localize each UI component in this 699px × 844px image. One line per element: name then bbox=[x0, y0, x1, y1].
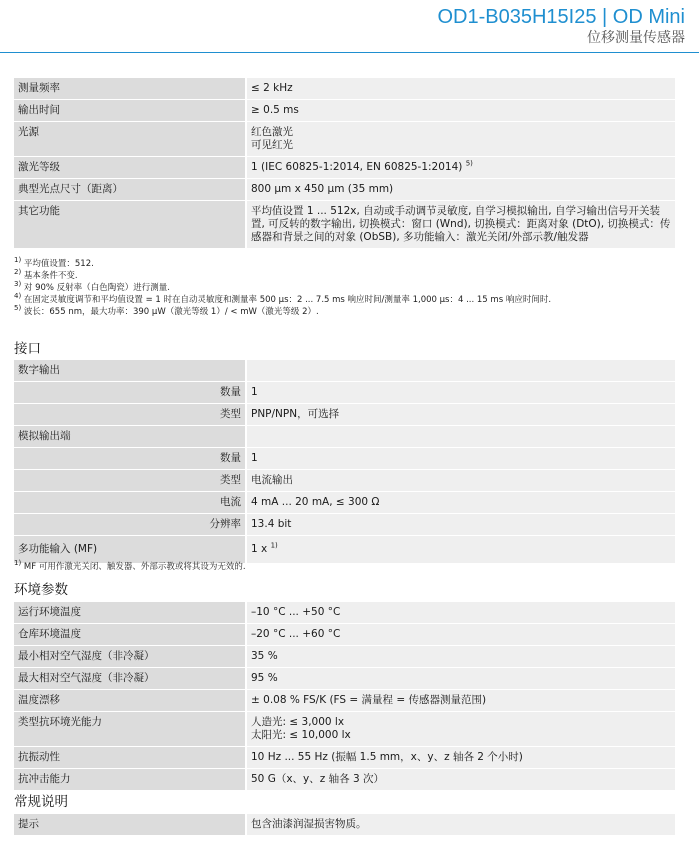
table-row bbox=[14, 646, 675, 668]
spec-table-environment bbox=[14, 602, 675, 790]
footnote bbox=[14, 270, 675, 282]
spec-key: 提示 bbox=[14, 814, 246, 835]
footnote-text: 波长：655 nm，最大功率：390 μW（激光等级 1）/ < mW（激光等级 2）. bbox=[23, 307, 319, 317]
spec-value bbox=[246, 122, 675, 157]
spec-key: 数字输出 bbox=[14, 360, 246, 382]
spec-value: ≥ 0.5 ms bbox=[246, 100, 675, 122]
footnote bbox=[14, 561, 675, 573]
spec-subkey: 数量 bbox=[14, 382, 246, 404]
footnote bbox=[14, 306, 675, 318]
spec-key: 测量频率 bbox=[14, 78, 246, 100]
spec-value-line: 红色激光 bbox=[251, 126, 293, 138]
spec-value: 包含油漆润湿损害物质。 bbox=[246, 814, 675, 835]
table-row bbox=[14, 514, 675, 536]
footnote-text: MF 可用作激光关闭、触发器、外部示教或将其设为无效的. bbox=[23, 562, 246, 572]
table-row bbox=[14, 470, 675, 492]
spec-subkey: 类型 bbox=[14, 470, 246, 492]
spec-key: 运行环境温度 bbox=[14, 602, 246, 624]
table-row bbox=[14, 624, 675, 646]
table-row bbox=[14, 690, 675, 712]
footnote-number: 5) bbox=[14, 304, 22, 313]
footnote-text: 对 90% 反射率（白色陶瓷）进行测量. bbox=[23, 283, 170, 293]
table-row bbox=[14, 747, 675, 769]
spec-subkey: 分辨率 bbox=[14, 514, 246, 536]
spec-key: 激光等级 bbox=[14, 157, 246, 179]
table-row bbox=[14, 157, 675, 179]
spec-key: 其它功能 bbox=[14, 201, 246, 249]
footnotes bbox=[14, 258, 675, 318]
footnote-text: 在固定灵敏度调节和平均值设置 = 1 时在自动灵敏度和测量率 500 μs：2 ... 7.5 ms 响应时间/测量率 1,000 μs：4 ... 15 ms 响应时间时. bbox=[23, 295, 552, 305]
spec-key: 类型抗环境光能力 bbox=[14, 712, 246, 747]
footnote bbox=[14, 258, 675, 270]
spec-key: 温度漂移 bbox=[14, 690, 246, 712]
table-row bbox=[14, 78, 675, 100]
spec-key: 最小相对空气湿度（非冷凝） bbox=[14, 646, 246, 668]
section-heading-general: 常规说明 bbox=[14, 794, 68, 810]
spec-subkey: 电流 bbox=[14, 492, 246, 514]
spec-value-line: 太阳光: ≤ 10,000 lx bbox=[251, 729, 351, 741]
spec-value: 35 % bbox=[246, 646, 675, 668]
table-row bbox=[14, 769, 675, 791]
table-row bbox=[14, 492, 675, 514]
header bbox=[437, 6, 685, 47]
spec-value-text: 1 x bbox=[251, 543, 268, 555]
spec-value bbox=[246, 712, 675, 747]
spec-value: 95 % bbox=[246, 668, 675, 690]
document-title: OD1-B035H15I25 | OD Mini bbox=[437, 6, 685, 28]
table-row bbox=[14, 426, 675, 448]
footnote-number: 2) bbox=[14, 268, 22, 277]
spec-value: ± 0.08 % FS/K (FS = 满量程 = 传感器测量范围) bbox=[246, 690, 675, 712]
spec-value bbox=[246, 426, 675, 448]
table-row bbox=[14, 179, 675, 201]
spec-subkey: 数量 bbox=[14, 448, 246, 470]
table-row bbox=[14, 602, 675, 624]
header-rule bbox=[0, 52, 699, 53]
spec-table-interface bbox=[14, 360, 675, 563]
footnote-number: 1) bbox=[14, 559, 22, 568]
spec-key: 输出时间 bbox=[14, 100, 246, 122]
table-row bbox=[14, 382, 675, 404]
spec-value: 10 Hz ... 55 Hz (振幅 1.5 mm，x、y、z 轴各 2 个小时) bbox=[246, 747, 675, 769]
spec-value: 电流输出 bbox=[246, 470, 675, 492]
footnote-text: 平均值设置：512. bbox=[23, 259, 94, 269]
spec-key: 光源 bbox=[14, 122, 246, 157]
spec-value-line: 人造光: ≤ 3,000 lx bbox=[251, 716, 345, 728]
section-heading-environment: 环境参数 bbox=[14, 582, 68, 598]
footnote-ref: 5) bbox=[465, 159, 473, 168]
spec-value: 4 mA ... 20 mA, ≤ 300 Ω bbox=[246, 492, 675, 514]
spec-value: –10 °C ... +50 °C bbox=[246, 602, 675, 624]
spec-value: 50 G（x、y、z 轴各 3 次） bbox=[246, 769, 675, 791]
spec-key: 抗振动性 bbox=[14, 747, 246, 769]
spec-key: 仓库环境温度 bbox=[14, 624, 246, 646]
spec-value: 13.4 bit bbox=[246, 514, 675, 536]
spec-value bbox=[246, 536, 675, 564]
spec-key: 抗冲击能力 bbox=[14, 769, 246, 791]
table-row bbox=[14, 668, 675, 690]
spec-value: –20 °C ... +60 °C bbox=[246, 624, 675, 646]
spec-value: 800 μm x 450 μm (35 mm) bbox=[246, 179, 675, 201]
spec-value: 平均值设置 1 ... 512x, 自动或手动调节灵敏度, 自学习模拟输出, 自学习输出信号开关装置, 可反转的数字输出, 切换模式：窗口 (Wnd), 切换模式：距离对象 (DtO), 切换模式：传感器和背景之间的对象 (ObSB), 多功能输入：激光关闭/外部示教/触发器 bbox=[246, 201, 675, 249]
spec-value bbox=[246, 360, 675, 382]
table-row bbox=[14, 712, 675, 747]
spec-key: 多功能输入 (MF) bbox=[14, 536, 246, 564]
footnotes-interface bbox=[14, 561, 675, 573]
spec-key: 典型光点尺寸（距离） bbox=[14, 179, 246, 201]
footnote-number: 4) bbox=[14, 292, 22, 301]
table-row bbox=[14, 201, 675, 249]
spec-value-text: 1 (IEC 60825-1:2014, EN 60825-1:2014) bbox=[251, 161, 463, 173]
spec-table-general-notes bbox=[14, 814, 675, 835]
section-heading-interface: 接口 bbox=[14, 341, 41, 357]
table-row bbox=[14, 100, 675, 122]
footnote-ref: 1) bbox=[270, 541, 278, 550]
spec-value-line: 可见红光 bbox=[251, 139, 293, 151]
spec-value bbox=[246, 157, 675, 179]
table-row bbox=[14, 448, 675, 470]
spec-value: 1 bbox=[246, 382, 675, 404]
table-row bbox=[14, 404, 675, 426]
footnote-number: 3) bbox=[14, 280, 22, 289]
footnote-number: 1) bbox=[14, 256, 22, 265]
footnote-text: 基本条件不变. bbox=[23, 271, 78, 281]
spec-value: 1 bbox=[246, 448, 675, 470]
spec-subkey: 类型 bbox=[14, 404, 246, 426]
spec-value: ≤ 2 kHz bbox=[246, 78, 675, 100]
spec-value: PNP/NPN，可选择 bbox=[246, 404, 675, 426]
footnote bbox=[14, 294, 675, 306]
table-row bbox=[14, 814, 675, 835]
table-row bbox=[14, 122, 675, 157]
table-row bbox=[14, 536, 675, 564]
table-row bbox=[14, 360, 675, 382]
spec-table-general bbox=[14, 78, 675, 248]
spec-key: 最大相对空气湿度（非冷凝） bbox=[14, 668, 246, 690]
document-subtitle: 位移测量传感器 bbox=[587, 30, 685, 46]
spec-key: 模拟输出端 bbox=[14, 426, 246, 448]
footnote bbox=[14, 282, 675, 294]
